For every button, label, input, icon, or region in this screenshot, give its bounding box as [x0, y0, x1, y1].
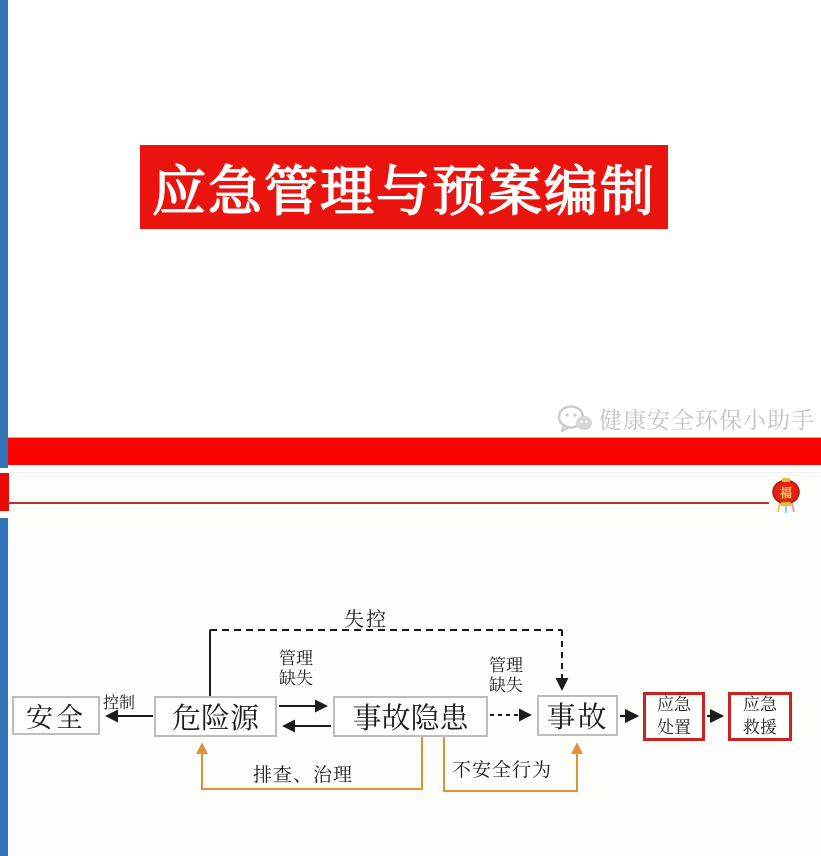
mgmt-left-line1: 管理	[279, 649, 313, 669]
mgmt-right-line2: 缺失	[489, 675, 523, 696]
left-red-accent-block	[0, 473, 9, 511]
watermark	[557, 402, 815, 435]
edge-label-management-missing-right	[489, 657, 523, 696]
flow-box-rescue-line2: 救援	[743, 717, 777, 738]
flow-box-rescue-line1: 应急	[743, 695, 777, 716]
svg-text:福: 福	[779, 486, 793, 500]
watermark-text: 健康安全环保小助手	[599, 408, 815, 434]
mgmt-left-line2: 缺失	[279, 668, 313, 689]
flow-box-safety-label: 安全	[26, 703, 86, 734]
flow-box-response-line2: 处置	[657, 717, 691, 738]
flow-box-emergency-rescue	[728, 692, 792, 741]
red-divider-line	[8, 502, 769, 504]
flow-box-hazard-label: 危险源	[171, 701, 259, 735]
page-title: 应急管理与预案编制	[152, 158, 656, 223]
flow-box-emergency-response	[643, 692, 705, 741]
flow-box-safety	[12, 696, 100, 735]
edge-label-management-missing-left	[279, 650, 313, 689]
mgmt-right-line1: 管理	[489, 656, 523, 676]
flow-box-accident	[537, 695, 618, 736]
wechat-icon	[557, 404, 593, 434]
edge-label-control: 控制	[103, 693, 136, 712]
left-blue-bar-bottom	[0, 518, 8, 856]
edge-label-investigate-govern: 排查、治理	[253, 764, 354, 786]
flow-box-hazard-source	[154, 696, 277, 737]
flow-box-hidden-danger	[333, 696, 488, 737]
left-blue-bar-top	[0, 0, 8, 468]
slide2-background	[8, 473, 821, 856]
slide1-footer-bar	[8, 437, 821, 465]
edge-label-out-of-control: 失控	[344, 607, 388, 631]
flow-box-response-line1: 应急	[657, 695, 691, 716]
title-banner	[140, 145, 668, 229]
red-lantern-icon	[769, 476, 803, 514]
flow-box-hidden-danger-label: 事故隐患	[352, 701, 469, 735]
edge-label-unsafe-behavior: 不安全行为	[452, 759, 553, 781]
flow-box-accident-label: 事故	[546, 700, 609, 734]
